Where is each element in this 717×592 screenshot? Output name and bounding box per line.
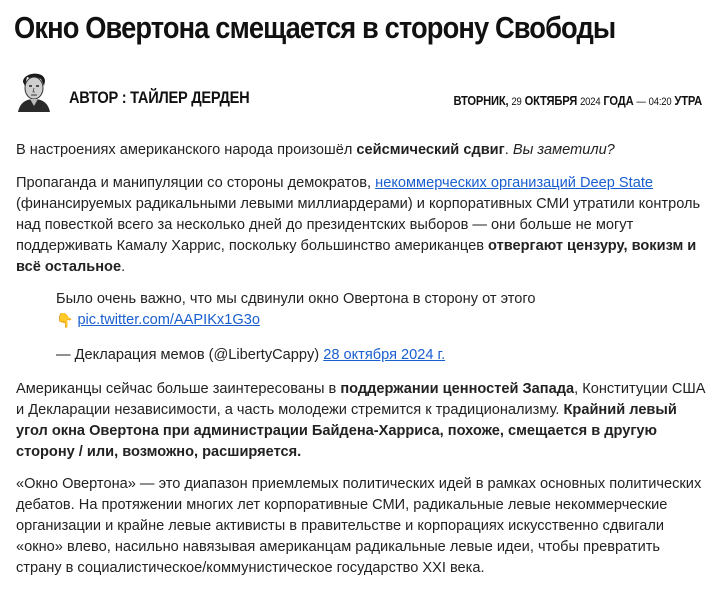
tweet-attribution: — Декларация мемов (@LibertyCappy) 28 октября 2024 г. — [56, 347, 446, 363]
publish-date: ВТОРНИК, 29 ОКТЯБРЯ 2024 ГОДА — 04:20 УТРА — [453, 93, 702, 108]
paragraph-3: Американцы сейчас больше заинтересованы в поддержании ценностей Запада, Конституции США и Декларации независимости, а часть молодежи стремится к традиционализму. Крайний левый угол окна Овертона при администрации Байдена-Харриса, похоже, смещается в другую сторону / или, возможно, расширяется. — [16, 381, 706, 460]
tweet-text: Было очень важно, что мы сдвинули окно Овертона в сторону от этого 👇 pic.twitter.com/AAPIKx1G3o — [56, 289, 706, 332]
author-avatar-icon[interactable] — [14, 68, 54, 112]
paragraph-2: Пропаганда и манипуляции со стороны демократов, некоммерческих организаций Deep State (финансируемых радикальными левыми миллиардерами) и корпоративных СМИ утратили контроль над повесткой всего за несколько дней до президентских выборов — они больше не могут поддерживать Камалу Харрис, поскольку большинство американцев отвергают цензуру, вокизм и всё остальное. — [16, 175, 701, 275]
author-name[interactable]: АВТОР : ТАЙЛЕР ДЕРДЕН — [69, 88, 250, 107]
paragraph-1: В настроениях американского народа произошёл сейсмический сдвиг. Вы заметили? — [16, 142, 615, 158]
paragraph-4: «Окно Овертона» — это диапазон приемлемых политических идей в рамках основных политических дебатов. На протяжении многих лет корпоративные СМИ, радикальные левые некоммерческие организации и крайне левые активисты в правительстве и корпорациях искусственно сдвигали «окно» влево, насильно навязывая американцам радикальные левые идеи, чтобы превратить страну в социалистическое/коммунистическое государство XXI века. — [16, 476, 702, 576]
embedded-tweet-quote — [56, 289, 706, 366]
tweet-image-link[interactable]: pic.twitter.com/AAPIKx1G3o — [77, 312, 260, 328]
article-title: Окно Овертона смещается в сторону Свободы — [14, 10, 616, 45]
deep-state-nonprofits-link[interactable]: некоммерческих организаций Deep State — [375, 175, 654, 191]
tweet-date-link[interactable]: 28 октября 2024 г. — [323, 347, 446, 363]
article-body — [16, 140, 706, 590]
pointing-down-hand-icon: 👇 — [56, 312, 74, 328]
byline — [14, 68, 702, 112]
